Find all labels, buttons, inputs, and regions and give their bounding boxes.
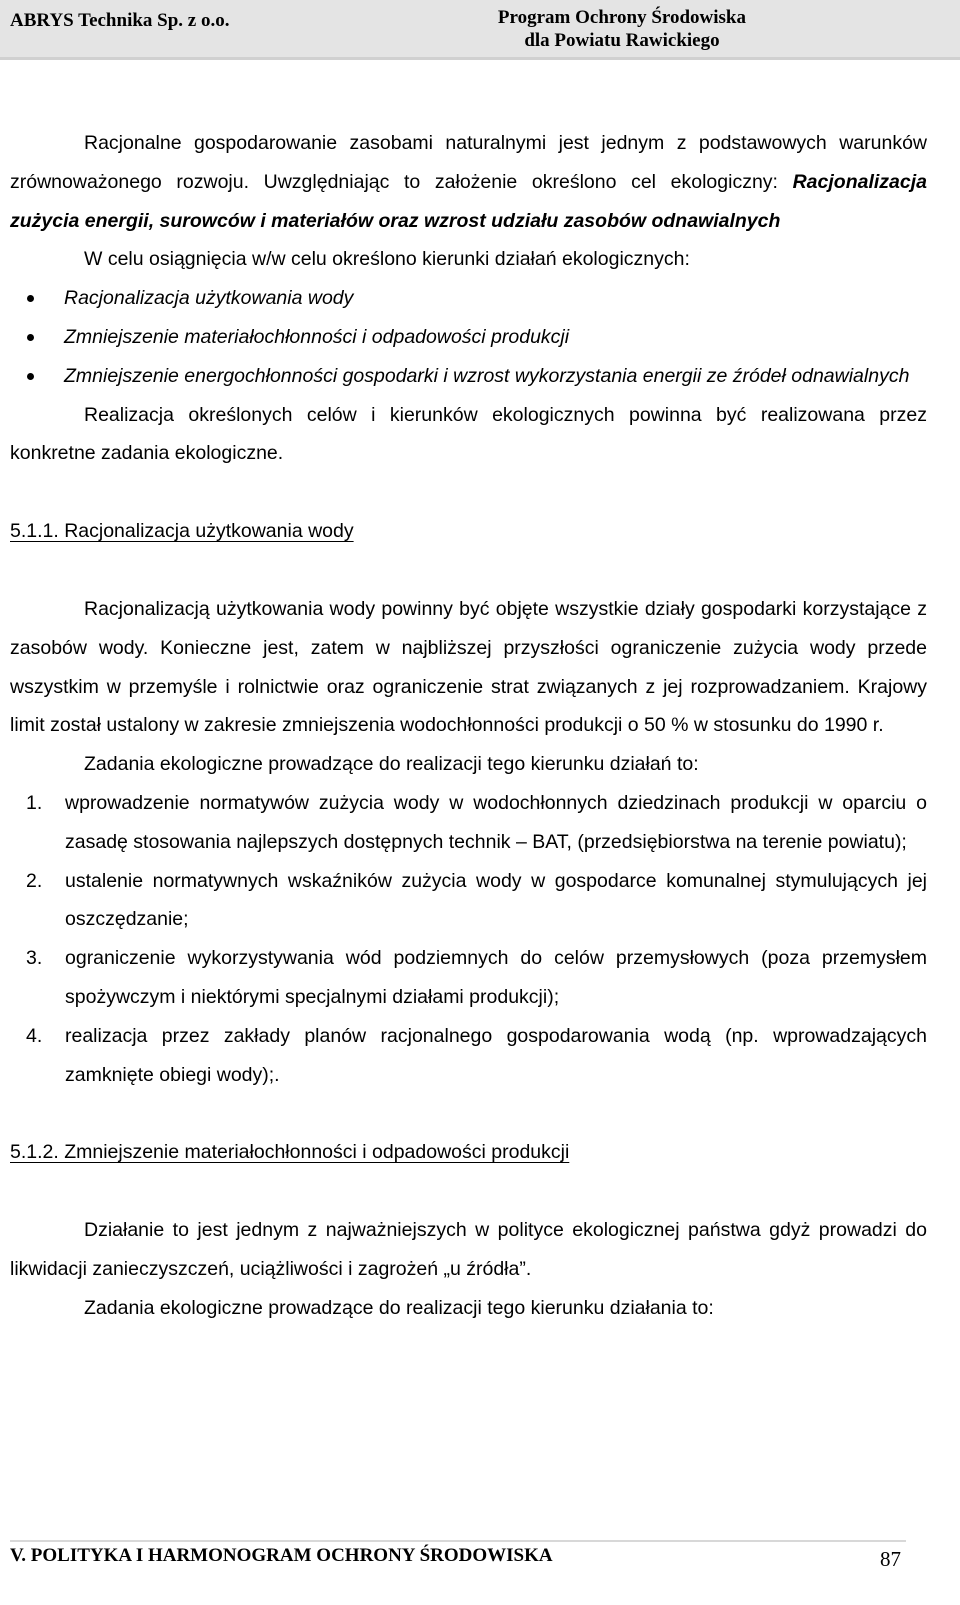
spacer	[10, 1094, 927, 1133]
section1-task-list	[10, 784, 927, 1094]
list-item: Racjonalizacja użytkowania wody	[10, 279, 927, 318]
spacer	[10, 551, 927, 590]
program-title	[498, 6, 746, 52]
page-header	[0, 0, 960, 60]
list-text: ustalenie normatywnych wskaźników zużycia wody w gospodarce komunalnej stymulujących jej oszczędzanie;	[65, 869, 927, 931]
list-text: wprowadzenie normatywów zużycia wody w wodochłonnych dziedzinach produkcji w oparciu o zasadę stosowania najlepszych dostępnych technik – BAT, (przedsiębiorstwa na terenie powiatu);	[65, 791, 927, 853]
list-item	[10, 862, 927, 940]
company-name: ABRYS Technika Sp. z o.o.	[10, 10, 230, 31]
directions-list	[10, 279, 927, 395]
section2-paragraph: Działanie to jest jednym z najważniejszych w polityce ekologicznej państwa gdyż prowadzi do likwidacji zanieczyszczeń, uciążliwości i zagrożeń „u źródła”.	[10, 1219, 927, 1280]
section1-tasks-intro: Zadania ekologiczne prowadzące do realizacji tego kierunku działań to:	[84, 753, 699, 776]
list-item	[10, 1017, 927, 1095]
intro-paragraph	[10, 124, 927, 240]
program-title-line2: dla Powiatu Rawickiego	[524, 30, 720, 51]
directions-intro: W celu osiągnięcia w/w celu określono kierunki działań ekologicznych:	[84, 248, 690, 271]
list-text: ograniczenie wykorzystywania wód podziemnych do celów przemysłowych (poza przemysłem spożywczym i niektórymi specjalnymi działami produkcji);	[65, 947, 927, 1008]
section1-paragraph: Racjonalizacją użytkowania wody powinny być objęte wszystkie działy gospodarki korzystające z zasobów wody. Konieczne jest, zatem w najbliższej przyszłości ograniczenie zużycia wody przede wszystkim w przemyśle i rolnictwie oraz ograniczenie strat związanych z jej rozprowadzaniem. Krajowy limit został ustalony w zakresie zmniejszenia wodochłonności produkcji o 50 % w stosunku do 1990 r.	[10, 597, 927, 737]
chapter-title: V. POLITYKA I HARMONOGRAM OCHRONY ŚRODOWISKA	[10, 1545, 553, 1566]
list-item	[10, 939, 927, 1017]
program-title-line1: Program Ochrony Środowiska	[497, 7, 746, 28]
list-number: 3.	[26, 947, 43, 970]
list-item: Zmniejszenie materiałochłonności i odpadowości produkcji	[10, 318, 927, 357]
spacer	[10, 473, 927, 512]
section-heading-5-1-1: 5.1.1. Racjonalizacja użytkowania wody	[10, 520, 354, 543]
list-number: 2.	[26, 869, 43, 892]
section-heading-5-1-2: 5.1.2. Zmniejszenie materiałochłonności i odpadowości produkcji	[10, 1141, 570, 1164]
realization-paragraph: Realizacja określonych celów i kierunków ekologicznych powinna być realizowana przez konkretne zadania ekologiczne.	[10, 403, 927, 465]
list-number: 4.	[26, 1024, 43, 1047]
spacer	[10, 1172, 927, 1211]
list-item	[10, 784, 927, 862]
footer-rule	[10, 1540, 906, 1542]
page-footer	[0, 1538, 960, 1605]
list-text: realizacja przez zakłady planów racjonalnego gospodarowania wodą (np. wprowadzających zamknięte obiegi wody);.	[65, 1024, 927, 1086]
list-number: 1.	[26, 791, 43, 814]
header-rule	[0, 57, 960, 60]
ecological-goal: Racjonalizacja zużycia energii, surowców i materiałów oraz wzrost udziału zasobów odnawialnych	[10, 170, 927, 232]
section2-tasks-intro: Zadania ekologiczne prowadzące do realizacji tego kierunku działania to:	[84, 1296, 714, 1319]
document-body	[10, 124, 927, 1328]
list-item: Zmniejszenie energochłonności gospodarki i wzrost wykorzystania energii ze źródeł odnawialnych	[10, 357, 927, 396]
page-number: 87	[880, 1547, 901, 1571]
intro-text: Racjonalne gospodarowanie zasobami naturalnymi jest jednym z podstawowych warunków zrównoważonego rozwoju. Uwzględniając to założenie określono cel ekologiczny:	[10, 132, 927, 193]
